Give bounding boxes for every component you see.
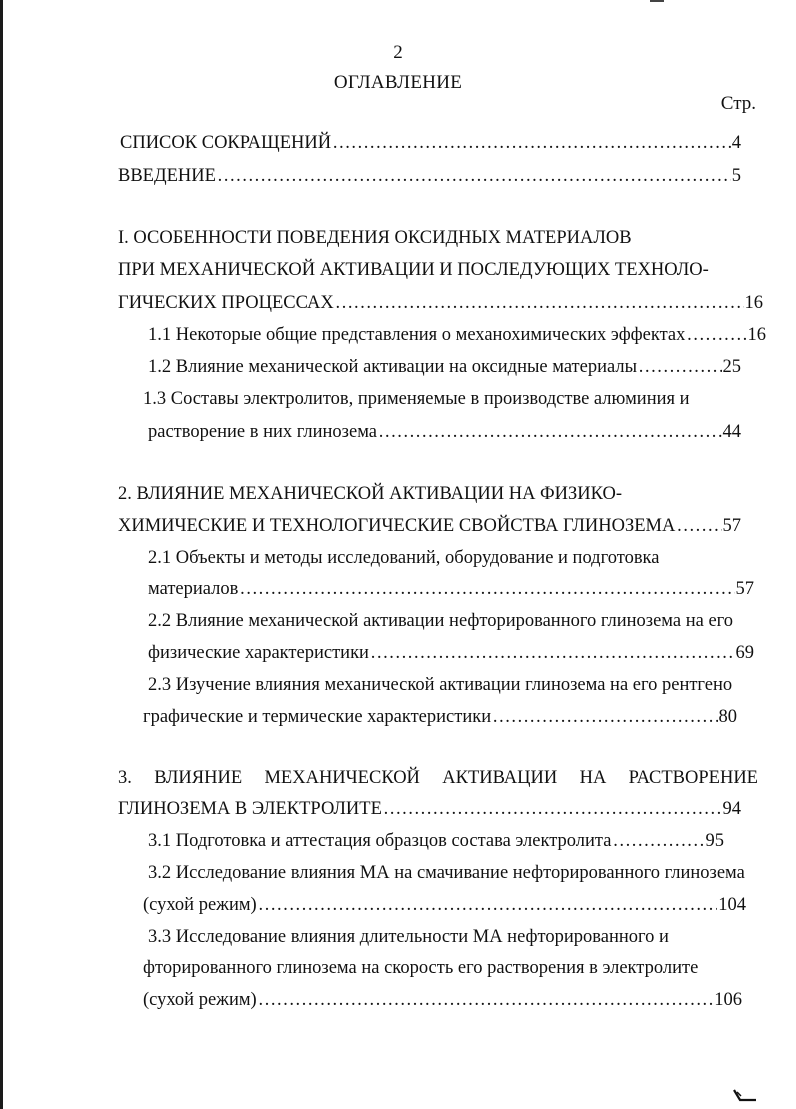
dot-leader bbox=[258, 988, 714, 1012]
scan-corner-mark bbox=[650, 0, 664, 2]
toc-entry-text: ВВЕДЕНИЕ bbox=[118, 166, 216, 186]
scan-edge-line bbox=[0, 0, 3, 1109]
toc-chapter-2-line-2 bbox=[118, 514, 741, 538]
dot-leader bbox=[612, 829, 704, 853]
toc-entry-page: 57 bbox=[735, 579, 754, 599]
toc-word: АКТИВАЦИИ bbox=[442, 768, 558, 788]
toc-section-1-2 bbox=[148, 355, 741, 379]
toc-entry-page: 106 bbox=[714, 990, 742, 1010]
dot-leader bbox=[217, 164, 731, 188]
toc-entry-page: 16 bbox=[747, 325, 766, 345]
toc-entry-text: СПИСОК СОКРАЩЕНИЙ bbox=[120, 133, 332, 153]
toc-entry-text: (сухой режим) bbox=[143, 990, 257, 1010]
dot-leader bbox=[686, 323, 746, 347]
toc-section-3-3-line-1: 3.3 Исследование влияния длительности МА нефторированного и bbox=[148, 927, 669, 947]
toc-chapter-1-line-1: I. ОСОБЕННОСТИ ПОВЕДЕНИЯ ОКСИДНЫХ МАТЕРИАЛОВ bbox=[118, 228, 632, 248]
dot-leader bbox=[676, 514, 721, 538]
toc-chapter-1-line-3 bbox=[118, 291, 763, 315]
pages-column-label: Стр. bbox=[720, 93, 756, 114]
toc-chapter-3-line-1 bbox=[118, 766, 758, 790]
toc-section-2-3-line-2 bbox=[143, 705, 737, 729]
dot-leader bbox=[258, 893, 718, 917]
toc-entry-text: ХИМИЧЕСКИЕ И ТЕХНОЛОГИЧЕСКИЕ СВОЙСТВА ГЛИНОЗЕМА bbox=[118, 516, 676, 536]
toc-word: 3. bbox=[118, 768, 132, 788]
dot-leader bbox=[638, 355, 721, 379]
toc-entry-text: 1.1 Некоторые общие представления о механохимических эффектах bbox=[148, 325, 686, 345]
toc-word: ВЛИЯНИЕ bbox=[154, 768, 243, 788]
toc-word: РАСТВОРЕНИЕ bbox=[628, 768, 758, 788]
toc-section-2-1-line-1: 2.1 Объекты и методы исследований, оборудование и подготовка bbox=[148, 548, 660, 568]
toc-entry-page: 69 bbox=[735, 643, 754, 663]
toc-entry-introduction bbox=[118, 164, 741, 188]
toc-entry-page: 57 bbox=[722, 516, 741, 536]
page-title: ОГЛАВЛЕНИЕ bbox=[333, 72, 463, 93]
toc-entry-text: графические и термические характеристики bbox=[143, 707, 492, 727]
toc-chapter-3-line-2 bbox=[118, 797, 741, 821]
dot-leader bbox=[378, 420, 722, 444]
toc-section-2-3-line-1: 2.3 Изучение влияния механической активации глинозема на его рентгено bbox=[148, 675, 733, 695]
toc-entry-text: физические характеристики bbox=[148, 643, 369, 663]
toc-section-3-2-line-2 bbox=[143, 893, 746, 917]
toc-chapter-2-line-1: 2. ВЛИЯНИЕ МЕХАНИЧЕСКОЙ АКТИВАЦИИ НА ФИЗИКО- bbox=[118, 484, 623, 504]
dot-leader bbox=[332, 131, 731, 155]
toc-entry-text: материалов bbox=[148, 579, 239, 599]
toc-entry-text: (сухой режим) bbox=[143, 895, 257, 915]
toc-section-3-3-line-2: фторированного глинозема на скорость его растворения в электролите bbox=[143, 958, 699, 978]
page-number: 2 bbox=[393, 42, 403, 63]
toc-section-2-1-line-2 bbox=[148, 577, 754, 601]
toc-entry-page: 4 bbox=[731, 133, 741, 153]
toc-entry-page: 5 bbox=[731, 166, 741, 186]
scan-mark-icon bbox=[732, 1088, 758, 1102]
toc-word: НА bbox=[579, 768, 607, 788]
toc-section-1-3-line-2 bbox=[148, 420, 741, 444]
dot-leader bbox=[383, 797, 722, 821]
toc-section-3-1 bbox=[148, 829, 724, 853]
toc-section-1-1 bbox=[148, 323, 766, 347]
toc-section-2-2-line-1: 2.2 Влияние механической активации нефторированного глинозема на его bbox=[148, 611, 734, 631]
dot-leader bbox=[370, 641, 735, 665]
toc-chapter-1-line-2: ПРИ МЕХАНИЧЕСКОЙ АКТИВАЦИИ И ПОСЛЕДУЮЩИХ ТЕХНОЛО- bbox=[118, 260, 709, 280]
toc-entry-text: растворение в них глинозема bbox=[148, 422, 377, 442]
dot-leader bbox=[492, 705, 717, 729]
toc-entry-page: 94 bbox=[722, 799, 741, 819]
toc-section-3-2-line-1: 3.2 Исследование влияния МА на смачивание нефторированного глинозема bbox=[148, 863, 745, 883]
dot-leader bbox=[239, 577, 734, 601]
toc-entry-page: 104 bbox=[718, 895, 746, 915]
toc-section-1-3-line-1: 1.3 Составы электролитов, применяемые в производстве алюминия и bbox=[143, 389, 690, 409]
toc-entry-page: 25 bbox=[722, 357, 741, 377]
toc-entry-page: 16 bbox=[744, 293, 763, 313]
toc-entry-text: 1.2 Влияние механической активации на оксидные материалы bbox=[148, 357, 638, 377]
toc-section-2-2-line-2 bbox=[148, 641, 754, 665]
toc-entry-text: ГИЧЕСКИХ ПРОЦЕССАХ bbox=[118, 293, 334, 313]
toc-word: МЕХАНИЧЕСКОЙ bbox=[264, 768, 420, 788]
toc-entry-page: 80 bbox=[718, 707, 737, 727]
toc-entry-abbreviations bbox=[120, 131, 741, 155]
toc-entry-page: 44 bbox=[722, 422, 741, 442]
toc-entry-text: 3.1 Подготовка и аттестация образцов состава электролита bbox=[148, 831, 612, 851]
toc-entry-text: ГЛИНОЗЕМА В ЭЛЕКТРОЛИТЕ bbox=[118, 799, 382, 819]
toc-section-3-3-line-3 bbox=[143, 988, 742, 1012]
dot-leader bbox=[335, 291, 744, 315]
toc-entry-page: 95 bbox=[705, 831, 724, 851]
